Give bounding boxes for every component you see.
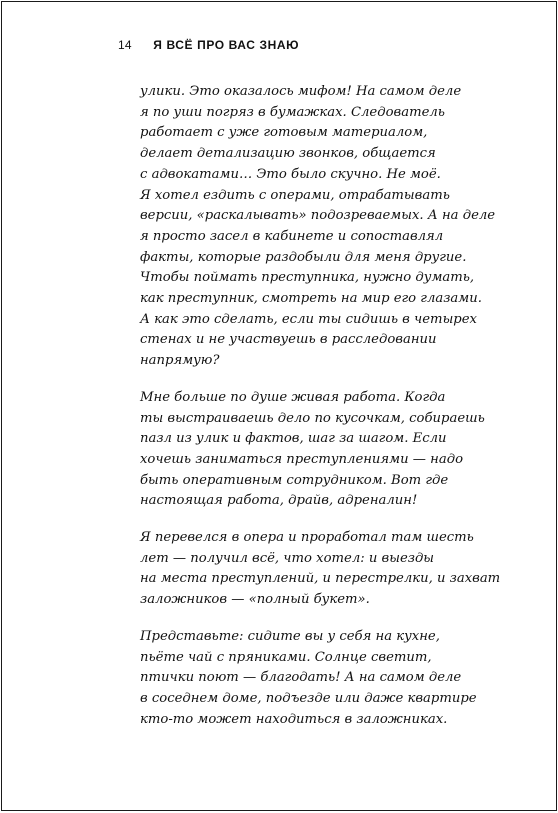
text-line: настоящая работа, драйв, адреналин! — [140, 493, 418, 509]
text-line: стенах и не участвуешь в расследовании — [140, 332, 437, 348]
text-line: Я хотел ездить с операми, отрабатывать — [140, 187, 450, 203]
text-line: Мне больше по душе живая работа. Когда — [140, 389, 446, 405]
text-line: хочешь заниматься преступлениями — надо — [140, 451, 464, 467]
page-number: 14 — [118, 38, 132, 52]
paragraph — [140, 528, 501, 611]
text-line: лет — получил всё, что хотел: и выезды — [140, 550, 435, 566]
text-line: работает с уже готовым материалом, — [140, 125, 428, 141]
text-line: Чтобы поймать преступника, нужно думать, — [140, 270, 475, 286]
book-page — [1, 1, 557, 811]
text-line: Я перевелся в опера и проработал там шесть — [140, 530, 474, 546]
text-line: Представьте: сидите вы у себя на кухне, — [140, 628, 440, 644]
paragraph — [140, 82, 496, 372]
text-line: в соседнем доме, подъезде или даже квартире — [140, 690, 477, 706]
paragraph — [140, 388, 485, 512]
text-line: заложников — «полный букет». — [140, 592, 370, 608]
text-line: версии, «раскалывать» подозреваемых. А на деле — [140, 208, 496, 224]
text-line: быть оперативным сотрудником. Вот где — [140, 472, 449, 488]
text-line: ты выстраиваешь дело по кусочкам, собираешь — [140, 410, 485, 426]
text-line: на места преступлений, и перестрелки, и захват — [140, 571, 501, 587]
text-line: как преступник, смотреть на мир его глазами. — [140, 291, 482, 307]
running-header — [118, 38, 299, 52]
text-line: я просто засел в кабинете и сопоставлял — [140, 228, 444, 244]
text-line: кто-то может находиться в заложниках. — [140, 711, 448, 727]
text-line: делает детализацию звонков, общается — [140, 146, 436, 162]
text-line: факты, которые раздобыли для меня другие. — [140, 249, 467, 265]
text-line: А как это сделать, если ты сидишь в четырех — [140, 311, 477, 327]
text-line: с адвокатами… Это было скучно. Не моё. — [140, 166, 441, 182]
text-line: пьёте чай с пряниками. Солнце светит, — [140, 649, 432, 665]
text-line: я по уши погряз в бумажках. Следователь — [140, 104, 445, 120]
book-title: Я ВСЁ ПРО ВАС ЗНАЮ — [153, 38, 300, 52]
text-line: напрямую? — [140, 353, 220, 369]
page-body — [140, 82, 501, 746]
text-line: птички поют — благодать! А на самом деле — [140, 670, 462, 686]
text-line: улики. Это оказалось мифом! На самом деле — [140, 84, 462, 99]
paragraph — [140, 627, 485, 731]
text-line: пазл из улик и фактов, шаг за шагом. Если — [140, 431, 447, 447]
